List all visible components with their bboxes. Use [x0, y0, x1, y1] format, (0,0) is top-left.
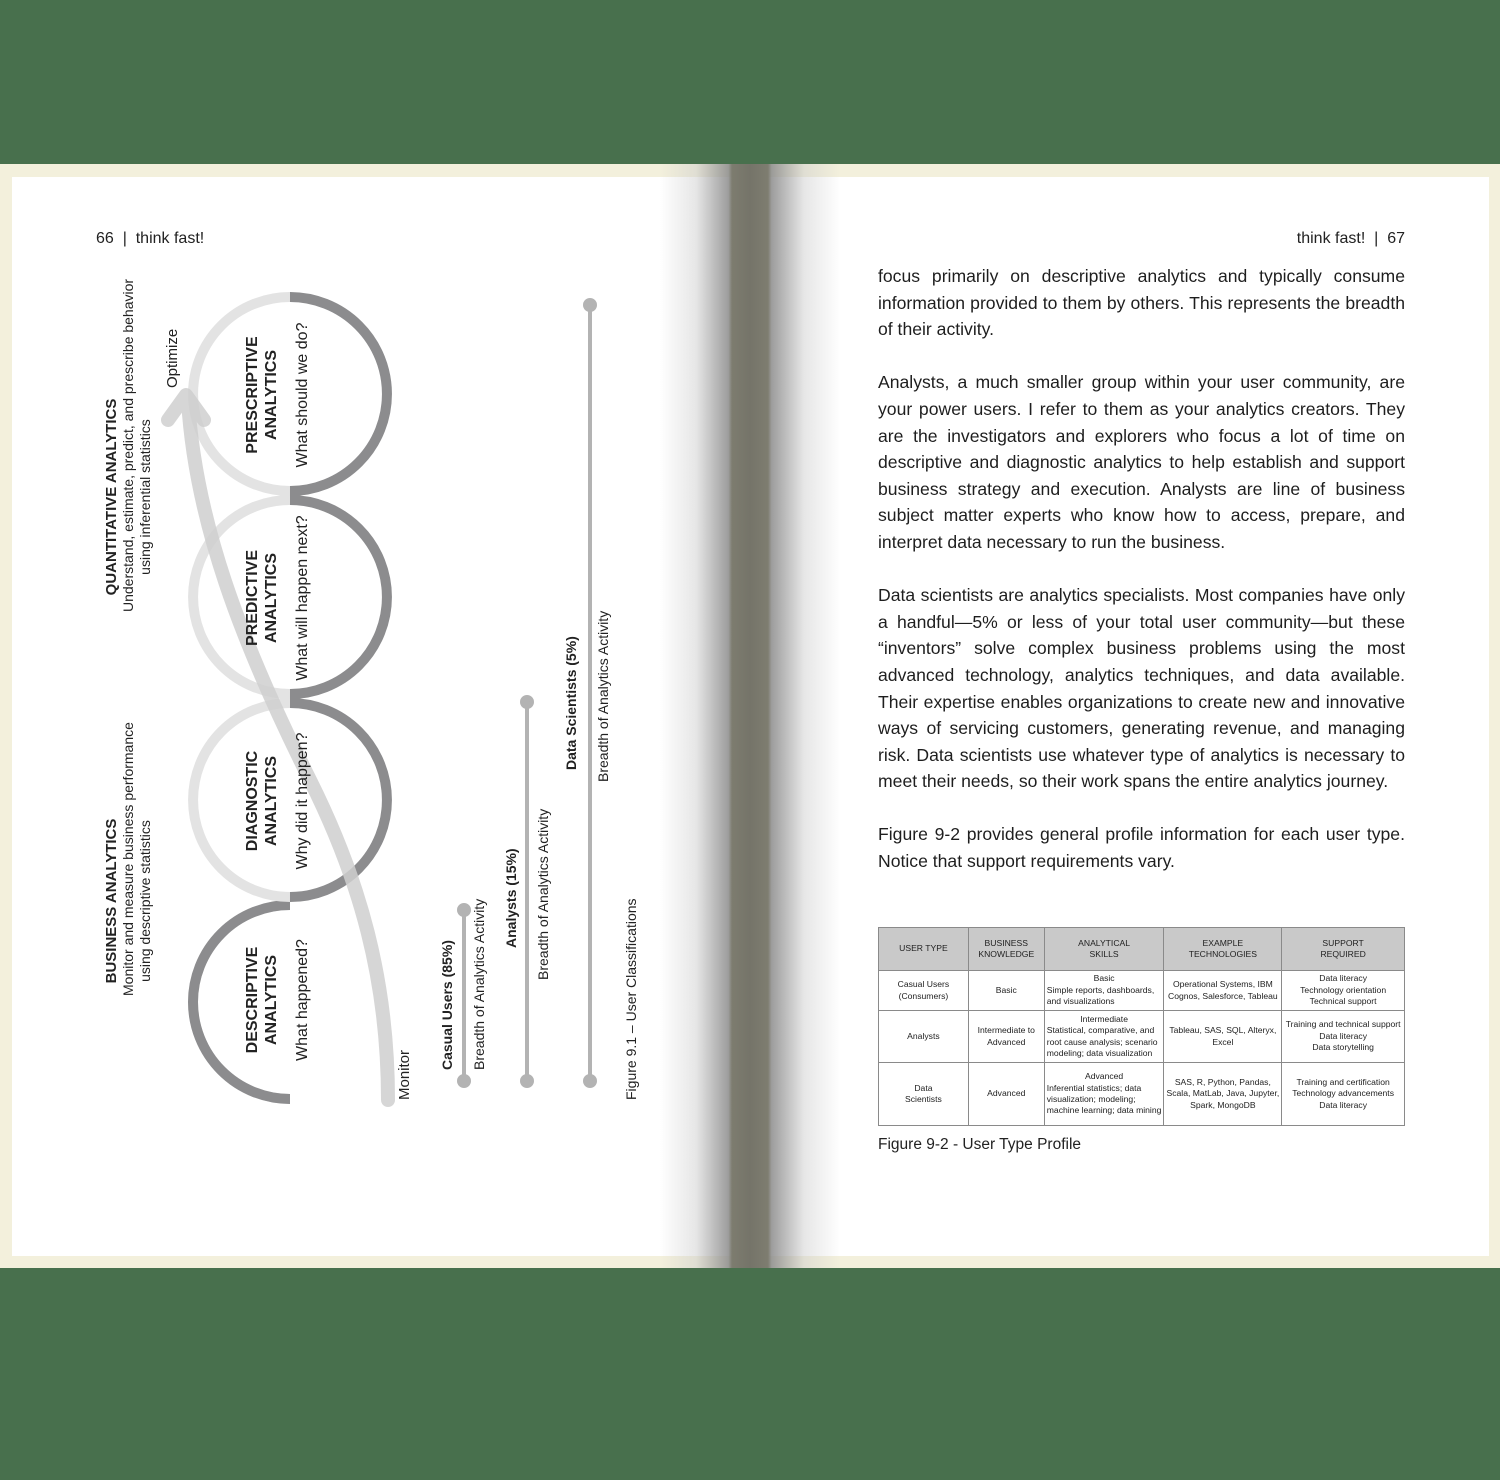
cell-technologies: SAS, R, Python, Pandas, Scala, MatLab, Java, Jupyter, Spark, MongoDB	[1164, 1063, 1282, 1126]
stage-question: What will happen next?	[294, 515, 311, 681]
stage-question: What should we do?	[294, 322, 311, 468]
paragraph: Figure 9-2 provides general profile information for each user type. Notice that support requirements vary.	[878, 824, 1405, 872]
cell-analytical-skills: Basic Simple reports, dashboards, and visualizations	[1044, 971, 1164, 1011]
paragraph: Analysts, a much smaller group within your user community, are your power users. I refer to them as your analytics creators. They are the investigators and explorers who focus a lot of time on descriptive and diagnostic analytics to help establish and support business strategy and execution. Analysts are line of business subject matter experts who know how to access, prepare, and interpret data necessary to run the business.	[878, 372, 1405, 552]
cell-support: Training and technical support Data literacy Data storytelling	[1282, 1011, 1405, 1063]
group-subtitle: Monitor and measure business performance	[120, 722, 136, 996]
group-subtitle: using descriptive statistics	[137, 820, 153, 982]
group-title: QUANTITATIVE ANALYTICS	[103, 398, 120, 596]
stage-title: PREDICTIVE	[244, 550, 261, 647]
figure-caption-left: Figure 9.1 – User Classifications	[623, 898, 639, 1100]
table-row	[879, 1063, 1405, 1126]
paragraph: focus primarily on descriptive analytics and typically consume information provided to them by others. This represents the breadth of their activity.	[878, 266, 1405, 340]
cell-user-type: Analysts	[879, 1011, 969, 1063]
table-row	[879, 971, 1405, 1011]
stage-title: ANALYTICS	[263, 552, 280, 644]
stage-question: Why did it happen?	[294, 732, 311, 870]
stage-prescriptive	[243, 315, 312, 475]
group-business-analytics	[103, 722, 154, 996]
user-type-profile-table	[878, 927, 1405, 1126]
group-quantitative-analytics	[103, 278, 154, 612]
figure-caption-right: Figure 9-2 - User Type Profile	[878, 1136, 1082, 1153]
user-class-casual	[439, 899, 488, 1070]
stage-title: ANALYTICS	[263, 349, 280, 441]
group-subtitle: using inferential statistics	[137, 419, 153, 575]
stage-diagnostic	[243, 726, 312, 876]
stage-title: DESCRIPTIVE	[244, 946, 261, 1054]
column-header: BUSINESS KNOWLEDGE	[968, 928, 1044, 971]
user-class-label: Casual Users (85%)	[439, 940, 455, 1070]
stage-question: What happened?	[294, 939, 311, 1061]
user-class-label: Data Scientists (5%)	[563, 636, 579, 770]
cell-user-type: Casual Users (Consumers)	[879, 971, 969, 1011]
column-header: USER TYPE	[879, 928, 969, 971]
cell-support: Data literacy Technology orientation Technical support	[1282, 971, 1405, 1011]
table-row	[879, 1011, 1405, 1063]
stage-title: ANALYTICS	[263, 755, 280, 847]
stage-title: ANALYTICS	[263, 954, 280, 1046]
user-class-sublabel: Breadth of Analytics Activity	[535, 808, 551, 980]
user-class-data-scientists	[563, 610, 612, 782]
column-header: EXAMPLE TECHNOLOGIES	[1164, 928, 1282, 971]
paragraph: Data scientists are analytics specialists. Most companies have only a handful—5% or less of your total user community—but these “inventors” solve complex business problems using the most advanced technology, analytics techniques, and data available. Their expertise enables organizations to create new and innovative ways of servicing customers, generating revenue, and managing risk. Data scientists use whatever type of analytics is necessary to meet their needs, so their work spans the entire analytics journey.	[878, 585, 1405, 792]
column-header: ANALYTICAL SKILLS	[1044, 928, 1164, 971]
stage-title: DIAGNOSTIC	[244, 750, 261, 852]
user-class-sublabel: Breadth of Analytics Activity	[595, 610, 611, 782]
group-subtitle: Understand, estimate, predict, and prescribe behavior	[120, 278, 136, 612]
cell-analytical-skills: Intermediate Statistical, comparative, and root cause analysis; scenario modeling; data visualization	[1044, 1011, 1164, 1063]
cell-business-knowledge: Basic	[968, 971, 1044, 1011]
stage-predictive	[243, 508, 312, 688]
cell-user-type: Data Scientists	[879, 1063, 969, 1126]
stage-descriptive	[243, 930, 312, 1070]
cell-business-knowledge: Intermediate to Advanced	[968, 1011, 1044, 1063]
table-header-row	[879, 928, 1405, 971]
arrow-label-optimize: Optimize	[164, 328, 181, 388]
stage-title: PRESCRIPTIVE	[244, 336, 261, 454]
group-title: BUSINESS ANALYTICS	[103, 818, 120, 984]
column-header: SUPPORT REQUIRED	[1282, 928, 1405, 971]
user-class-label: Analysts (15%)	[503, 848, 519, 948]
user-class-analysts	[503, 808, 552, 980]
cell-technologies: Operational Systems, IBM Cognos, Salesforce, Tableau	[1164, 971, 1282, 1011]
running-head-right: think fast! | 67	[1296, 230, 1405, 247]
cell-technologies: Tableau, SAS, SQL, Alteryx, Excel	[1164, 1011, 1282, 1063]
analytics-journey-diagram	[0, 0, 700, 1256]
user-class-sublabel: Breadth of Analytics Activity	[471, 898, 487, 1070]
arrow-label-monitor: Monitor	[396, 1049, 413, 1100]
cell-support: Training and certification Technology advancements Data literacy	[1282, 1063, 1405, 1126]
running-head-left: 66 | think fast!	[96, 230, 205, 247]
body-text	[878, 263, 1405, 901]
cell-analytical-skills: Advanced Inferential statistics; data visualization; modeling; machine learning; data mining	[1044, 1063, 1164, 1126]
cell-business-knowledge: Advanced	[968, 1063, 1044, 1126]
